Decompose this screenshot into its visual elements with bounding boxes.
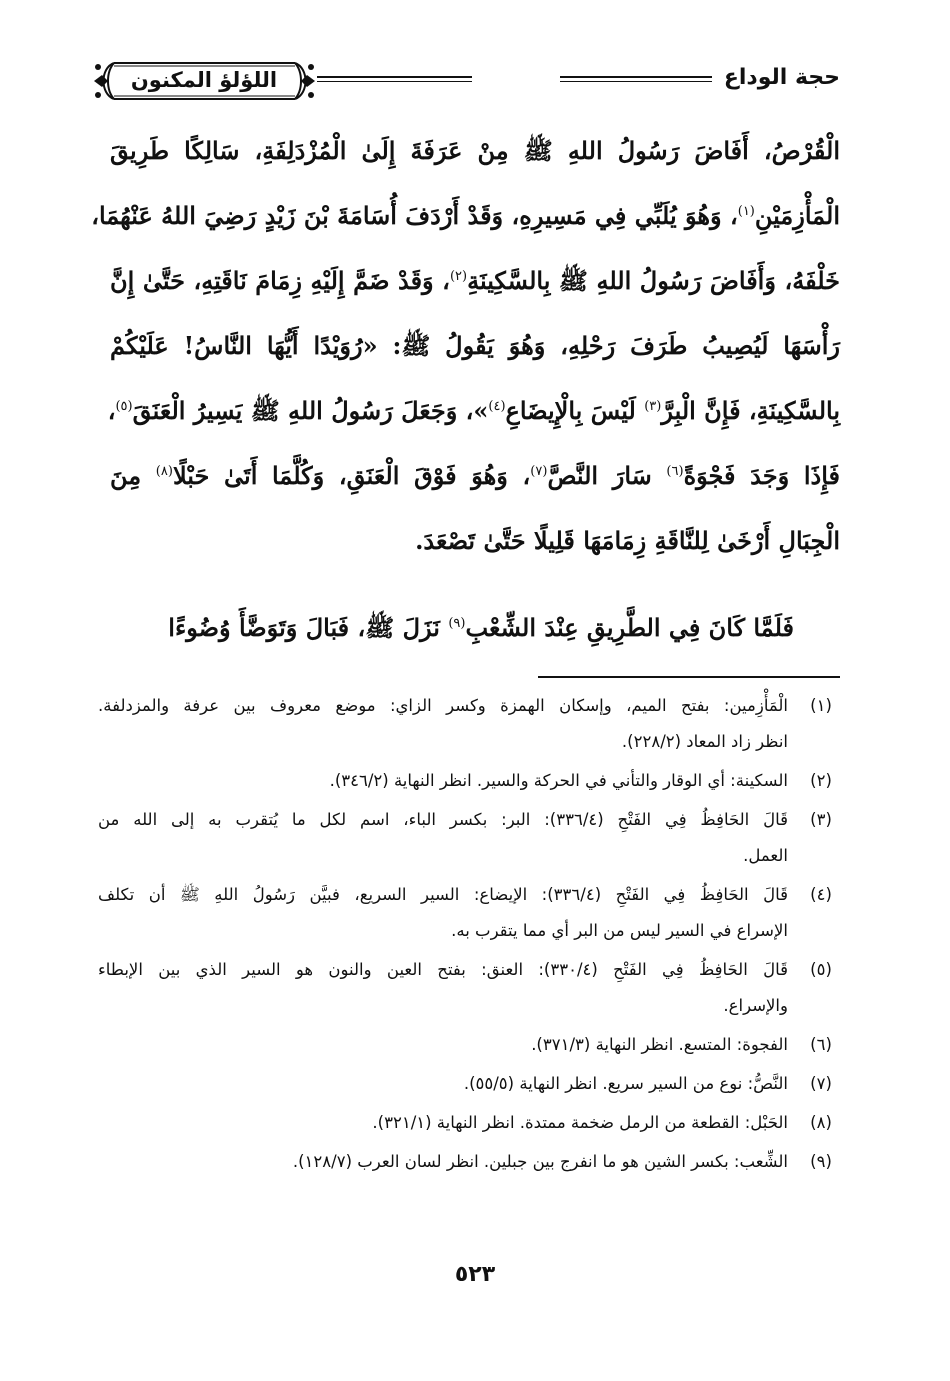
text-line xyxy=(107,378,840,443)
text-line xyxy=(110,443,840,508)
header-rule-left xyxy=(317,76,472,82)
footnote-text xyxy=(98,877,788,949)
text-segment: الْمَأْزِمَيْنِ xyxy=(754,201,840,230)
book-title: اللؤلؤ المكنون xyxy=(130,68,278,92)
header-rule-right xyxy=(560,76,712,82)
footnote-line: انظر زاد المعاد (٢٢٨/٢). xyxy=(621,732,788,751)
ornamental-cartouche xyxy=(92,58,317,104)
footnote-marker: (٥) xyxy=(115,399,133,414)
footnote-marker: (٤) xyxy=(488,399,506,414)
footnote-number: (٦) xyxy=(810,1035,832,1054)
footnote-item xyxy=(98,877,838,949)
text-segment: مِنَ xyxy=(110,461,156,490)
footnote-marker: (٢) xyxy=(449,269,468,284)
footnote-item xyxy=(98,802,838,874)
text-segment: الْقُرْصُ، أَفَاضَ رَسُولُ اللهِ ﷺ مِنْ عَرَفَةَ إِلَىٰ الْمُزْدَلِفَةِ، سَالِكًا طَرِيقَ xyxy=(110,136,840,165)
footnote-number: (٢) xyxy=(810,771,832,790)
text-segment: ، وَهُوَ يُلَبِّي فِي مَسِيرِهِ، وَقَدْ أَرْدَفَ أُسَامَةَ بْنَ زَيْدٍ رَضِيَ اللهُ عَنْهُمَا، xyxy=(91,201,738,230)
footnote-marker: (٩) xyxy=(448,616,466,631)
footnote-text xyxy=(98,688,788,760)
footnote-marker: (٣) xyxy=(644,399,662,414)
footnote-line: والإسراع. xyxy=(723,996,788,1015)
text-line xyxy=(110,508,840,573)
footnote-item xyxy=(98,1066,838,1102)
footnote-text xyxy=(98,1144,788,1180)
footnote-number: (٨) xyxy=(810,1113,832,1132)
text-segment: الْجِبَالِ أَرْخَىٰ لِلنَّاقَةِ زِمَامَهَا قَلِيلًا حَتَّىٰ تَصْعَدَ. xyxy=(415,526,840,555)
footnote-line: قَالَ الحَافِظُ فِي الفَتْحِ (٣٣٠/٤): العنق: بفتح العين والنون هو السير الذي بين الإبطاء xyxy=(98,960,788,979)
footnote-text xyxy=(98,1066,788,1102)
footnote-line: السكينة: أي الوقار والتأني في الحركة والسير. انظر النهاية (٣٤٦/٢). xyxy=(329,771,788,790)
footnote-line: قَالَ الحَافِظُ فِي الفَتْحِ (٣٣٦/٤): البر: بكسر الباء، اسم لكل ما يُتقرب به إلى الله من xyxy=(98,810,788,829)
footnote-marker: (٦) xyxy=(666,464,684,479)
footnote-item xyxy=(98,763,838,799)
footnote-text xyxy=(98,802,788,874)
footnote-line: الشِّعب: بكسر الشين هو ما انفرج بين جبلين. انظر لسان العرب (١٢٨/٧). xyxy=(292,1152,788,1171)
text-segment: رَأْسَهَا لَيُصِيبُ طَرَفَ رَحْلِهِ، وَهُوَ يَقُولُ ﷺ: «رُوَيْدًا أَيُّهَا النَّاسُ! عَلَيْكُمْ xyxy=(110,331,840,360)
footnote-line: الْمَأْزِمين: بفتح الميم، وإسكان الهمزة وكسر الزاي: موضع معروف بين عرفة والمزدلفة. xyxy=(98,696,788,715)
main-text xyxy=(91,118,841,660)
footnote-text xyxy=(98,1027,788,1063)
footnote-number: (٧) xyxy=(810,1074,832,1093)
footnote-item xyxy=(98,688,838,760)
footnote-line: النَّصُّ: نوع من السير سريع. انظر النهاية (٥٥/٥). xyxy=(463,1074,788,1093)
footnote-number: (٣) xyxy=(810,810,832,829)
footnote-item xyxy=(98,1027,838,1063)
footnotes xyxy=(98,688,838,1183)
text-segment: ، xyxy=(107,396,116,425)
text-line xyxy=(91,183,840,248)
chapter-title: حجة الوداع xyxy=(723,65,840,90)
text-segment: لَيْسَ بِالْإِيضَاعِ xyxy=(505,396,645,425)
text-segment: »، وَجَعَلَ رَسُولُ اللهِ ﷺ يَسِيرُ الْعَنَقَ xyxy=(132,396,489,425)
running-header xyxy=(92,58,840,104)
footnote-number: (٩) xyxy=(810,1152,832,1171)
footnote-line: الإسراع في السير ليس من البر أي مما يتقرب به. xyxy=(451,921,788,940)
footnote-line: الفجوة: المتسع. انظر النهاية (٣٧١/٣). xyxy=(531,1035,788,1054)
footnote-item xyxy=(98,952,838,1024)
footnote-item xyxy=(98,1105,838,1141)
footnote-marker: (١) xyxy=(737,204,755,219)
footnote-number: (٥) xyxy=(810,960,832,979)
text-segment: بِالسَّكِينَةِ، فَإِنَّ الْبِرَّ xyxy=(661,396,840,425)
text-segment: سَارَ النَّصَّ xyxy=(547,461,667,490)
text-line xyxy=(110,595,840,660)
text-segment: خَلْفَهُ، وَأَفَاضَ رَسُولُ اللهِ ﷺ بِالسَّكِينَةِ xyxy=(467,266,841,295)
text-line xyxy=(110,248,840,313)
page-number: ٥٢٣ xyxy=(454,1262,496,1287)
text-segment: ، وَهُوَ فَوْقَ الْعَنَقِ، وَكُلَّمَا أَتَىٰ حَبْلًا xyxy=(172,461,531,490)
text-segment: ، وَقَدْ ضَمَّ إِلَيْهِ زِمَامَ نَاقَتِهِ، حَتَّىٰ إِنَّ xyxy=(110,266,450,295)
footnote-marker: (٨) xyxy=(155,464,173,479)
text-segment: فَلَمَّا كَانَ فِي الطَّرِيقِ عِنْدَ الشِّعْبِ xyxy=(465,613,794,642)
footnote-number: (٤) xyxy=(810,885,832,904)
footnote-line: العمل. xyxy=(743,846,788,865)
footnote-text xyxy=(98,952,788,1024)
footnote-item xyxy=(98,1144,838,1180)
text-line xyxy=(110,313,840,378)
footnote-line: قَالَ الحَافِظُ فِي الفَتْحِ (٣٣٦/٤): الإيضاع: السير السريع، فبيَّن رَسُولُ اللهِ ﷺ أن تكلف xyxy=(98,885,788,904)
text-segment: فَإِذَا وَجَدَ فَجْوَةً xyxy=(683,461,840,490)
text-segment: نَزَلَ ﷺ، فَبَالَ وَتَوَضَّأَ وُضُوءًا xyxy=(168,613,449,642)
footnote-number: (١) xyxy=(810,696,832,715)
footnote-marker: (٧) xyxy=(530,464,548,479)
footnote-text xyxy=(98,1105,788,1141)
paragraph-gap xyxy=(110,573,840,595)
footnote-text xyxy=(98,763,788,799)
footnote-line: الحَبْل: القطعة من الرمل ضخمة ممتدة. انظر النهاية (٣٢١/١). xyxy=(372,1113,788,1132)
text-line xyxy=(110,118,840,183)
footnote-separator xyxy=(538,676,840,678)
